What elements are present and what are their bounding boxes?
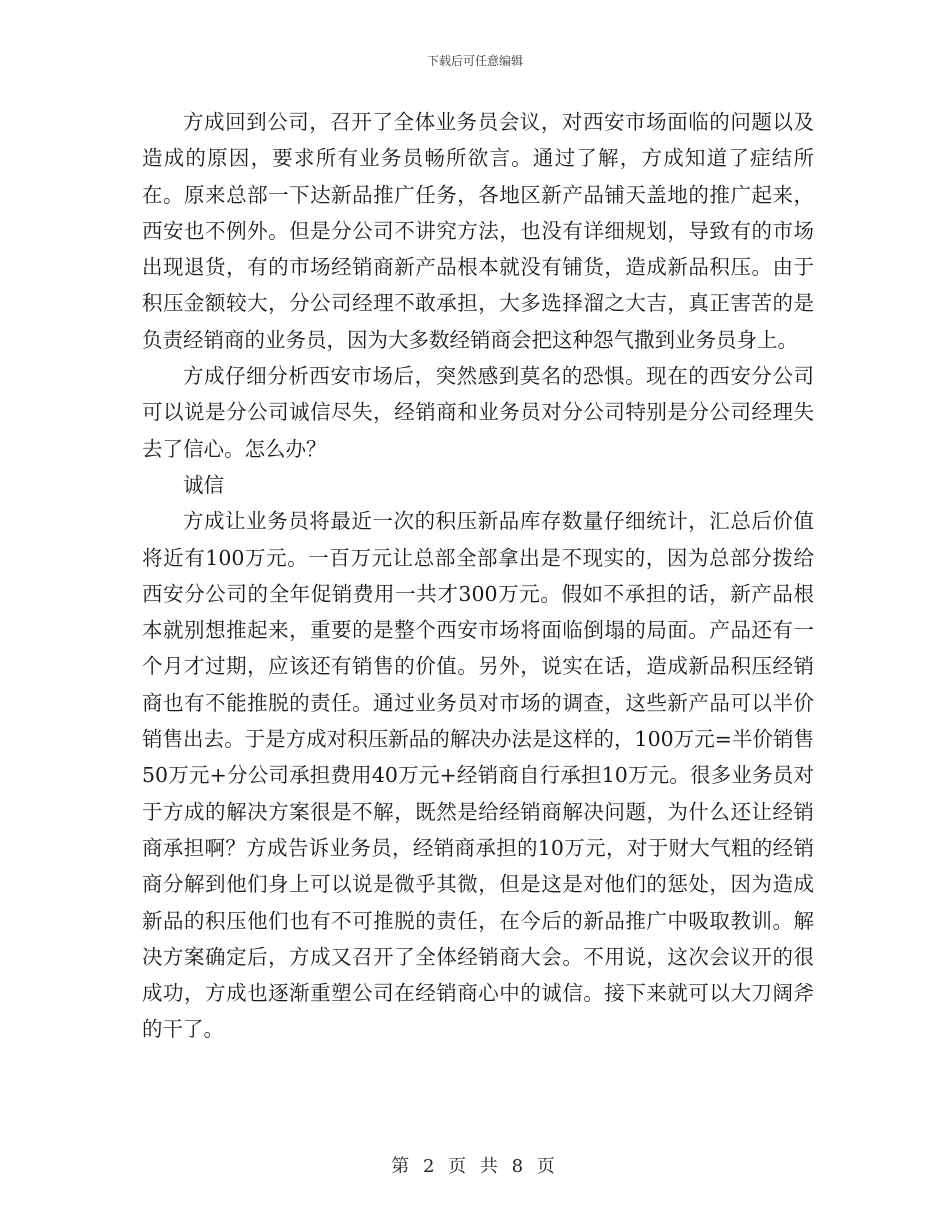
document-body (142, 104, 814, 1048)
page-number: 第 2 页 共 8 页 (391, 1156, 559, 1177)
paragraph-3: 方成让业务员将最近一次的积压新品库存数量仔细统计，汇总后价值将近有100万元。一百万元让总部全部拿出是不现实的，因为总部分拨给西安分公司的全年促销费用一共才300万元。假如不承担的话，新产品根本就别想推起来，重要的是整个西安市场将面临倒塌的局面。产品还有一个月才过期，应该还有销售的价值。另外，说实在话，造成新品积压经销商也有不能推脱的责任。通过业务员对市场的调查，这些新产品可以半价销售出去。于是方成对积压新品的解决办法是这样的，100万元=半价销售50万元+分公司承担费用40万元+经销商自行承担10万元。很多业务员对于方成的解决方案很是不解，既然是给经销商解决问题，为什么还让经销商承担啊？方成告诉业务员，经销商承担的10万元，对于财大气粗的经销商分解到他们身上可以说是微乎其微，但是这是对他们的惩处，因为造成新品的积压他们也有不可推脱的责任，在今后的新品推广中吸取教训。解决方案确定后，方成又召开了全体经销商大会。不用说，这次会议开的很成功，方成也逐渐重塑公司在经销商心中的诚信。接下来就可以大刀阔斧的干了。 (142, 509, 814, 1042)
page-header: 下载后可任意编辑 (426, 54, 523, 68)
paragraph-1: 方成回到公司，召开了全体业务员会议，对西安市场面临的问题以及造成的原因，要求所有业务员畅所欲言。通过了解，方成知道了症结所在。原来总部一下达新品推广任务，各地区新产品铺天盖地的推广起来，西安也不例外。但是分公司不讲究方法，也没有详细规划，导致有的市场出现退货，有的市场经销商新产品根本就没有铺货，造成新品积压。由于积压金额较大，分公司经理不敢承担，大多选择溜之大吉，真正害苦的是负责经销商的业务员，因为大多数经销商会把这种怨气撒到业务员身上。 (142, 110, 814, 352)
paragraph-2: 方成仔细分析西安市场后，突然感到莫名的恐惧。现在的西安分公司可以说是分公司诚信尽失，经销商和业务员对分公司特别是分公司经理失去了信心。怎么办？ (142, 364, 814, 461)
section-heading: 诚信 (183, 472, 224, 497)
